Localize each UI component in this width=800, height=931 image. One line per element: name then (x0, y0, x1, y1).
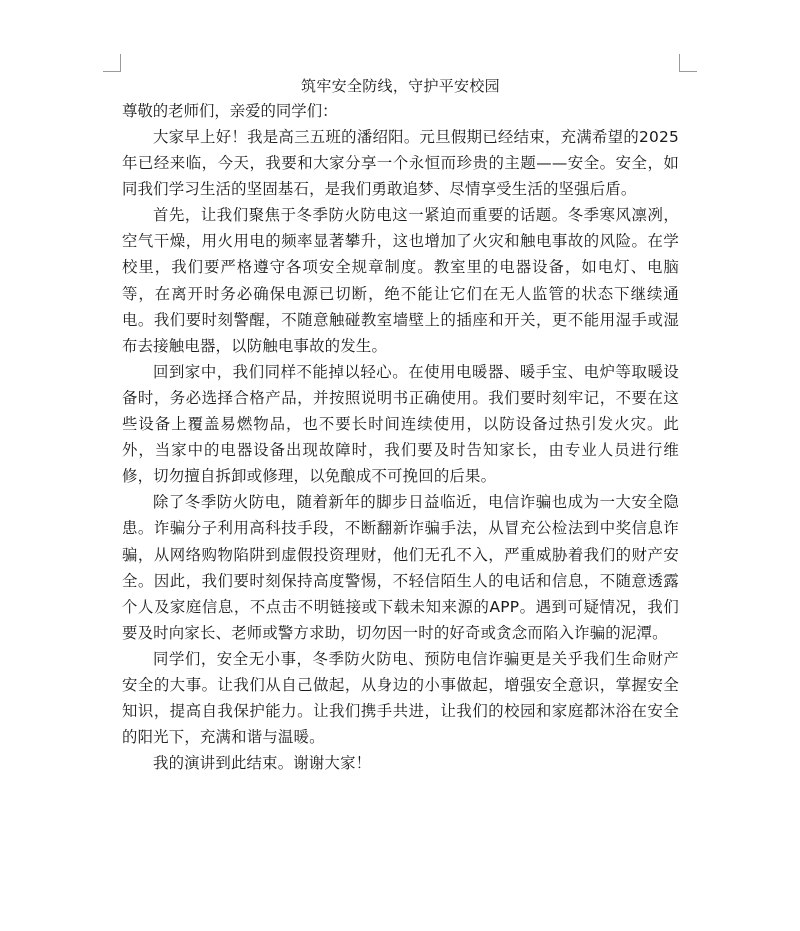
salutation: 尊敬的老师们，亲爱的同学们： (122, 102, 338, 120)
paragraph-telecom-fraud: 除了冬季防火防电，随着新年的脚步日益临近，电信诈骗也成为一大安全隐患。诈骗分子利用高科技手段，不断翻新诈骗手法，从冒充公检法到中奖信息诈骗，从网络购物陷阱到虚假投资理财，他们无孔不入，严重威胁着我们的财产安全。因此，我们要时刻保持高度警惕，不轻信陌生人的电话和信息，不随意透露个人及家庭信息，不点击不明链接或下载未知来源的APP。遇到可疑情况，我们要及时向家长、老师或警方求助，切勿因一时的好奇或贪念而陷入诈骗的泥潭。 (122, 493, 679, 642)
document-title: 筑牢安全防线，守护平安校园 (301, 77, 500, 95)
paragraph-closing: 我的演讲到此结束。谢谢大家！ (153, 754, 372, 773)
crop-mark-top-right-vertical (679, 54, 680, 72)
paragraph-school-fire-safety: 首先，让我们聚焦于冬季防火防电这一紧迫而重要的话题。冬季寒风凛冽，空气干燥，用火用电的频率显著攀升，这也增加了火灾和触电事故的风险。在学校里，我们要严格遵守各项安全规章制度。教室里的电器设备，如电灯、电脑等，在离开时务必确保电源已切断，绝不能让它们在无人监管的状态下继续通电。我们要时刻警醒，不随意触碰教室墙壁上的插座和开关，更不能用湿手或湿布去接触电器，以防触电事故的发生。 (122, 206, 679, 355)
paragraph-home-fire-safety: 回到家中，我们同样不能掉以轻心。在使用电暖器、暖手宝、电炉等取暖设备时，务必选择合格产品，并按照说明书正确使用。我们要时刻牢记，不要在这些设备上覆盖易燃物品，也不要长时间连续使用，以防设备过热引发火灾。此外，当家中的电器设备出现故障时，我们要及时告知家长，由专业人员进行维修，切勿擅自拆卸或修理，以免酿成不可挽回的后果。 (122, 362, 679, 486)
crop-mark-top-right (679, 71, 697, 72)
crop-mark-top-left-vertical (120, 54, 121, 72)
paragraph-opening: 大家早上好！我是高三五班的潘绍阳。元旦假期已经结束，充满希望的2025年已经来临，今天，我要和大家分享一个永恒而珍贵的主题——安全。安全，如同我们学习生活的坚固基石，是我们勇敢追梦、尽情享受生活的坚强后盾。 (122, 128, 679, 199)
paragraph-conclusion: 同学们，安全无小事，冬季防火防电、预防电信诈骗更是关乎我们生命财产安全的大事。让我们从自己做起，从身边的小事做起，增强安全意识，掌握安全知识，提高自我保护能力。让我们携手共进，让我们的校园和家庭都沐浴在安全的阳光下，充满和谐与温暖。 (122, 649, 679, 747)
document-body[interactable] (122, 74, 679, 776)
crop-mark-top-left (103, 71, 121, 72)
